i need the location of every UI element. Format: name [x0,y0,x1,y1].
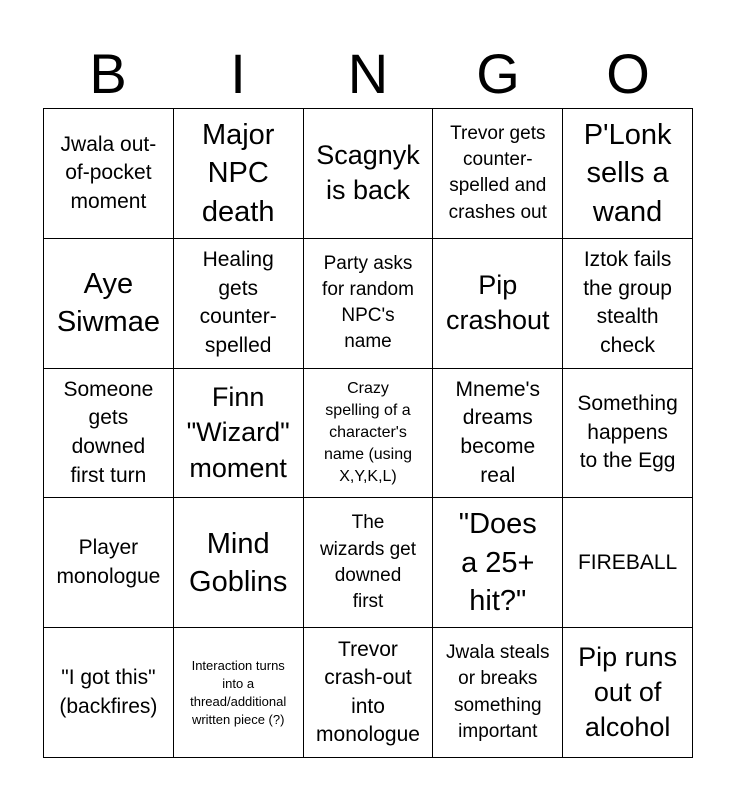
bingo-cell-text: "Does a 25+ hit?" [458,508,537,617]
bingo-cell-text: Mneme's dreams become real [455,377,541,487]
bingo-cell-text: Pip runs out of alcohol [578,641,678,743]
bingo-cell[interactable] [174,369,304,499]
bingo-cell-text: Trevor crash-out into monologue [316,637,420,747]
bingo-cell-text: Iztok fails the group stealth check [583,248,672,357]
bingo-cell-text: The wizards get downed first [319,512,417,612]
bingo-cell[interactable] [304,628,434,758]
bingo-cell[interactable] [174,109,304,239]
header-letter-o: O [606,42,650,105]
bingo-cell[interactable] [563,109,693,239]
bingo-cell[interactable] [563,239,693,369]
bingo-cell[interactable] [44,369,174,499]
bingo-cell-text: Party asks for random NPC's name [322,252,414,353]
bingo-cell[interactable] [563,628,693,758]
bingo-cell-text: Something happens to the Egg [577,392,678,473]
bingo-cell-text: "I got this" (backfires) [59,666,158,718]
bingo-cell-text: Crazy spelling of a character's name (using X,Y,K,L) [323,379,413,486]
bingo-cell[interactable] [563,369,693,499]
bingo-cell-text: Scagnyk is back [316,140,420,206]
bingo-cell[interactable] [44,628,174,758]
bingo-cell-text: P'Lonk sells a wand [583,119,672,228]
bingo-cell-text: Jwala steals or breaks something important [446,642,550,742]
bingo-cell[interactable] [304,369,434,499]
bingo-cell-text: Someone gets downed first turn [63,377,154,487]
bingo-cell[interactable] [44,498,174,628]
bingo-cell[interactable] [433,628,563,758]
bingo-cell[interactable] [44,109,174,239]
bingo-cell[interactable] [433,239,563,369]
bingo-cell[interactable] [174,628,304,758]
bingo-cell[interactable] [44,239,174,369]
header-letter-g: G [476,42,520,105]
bingo-cell-text: Jwala out- of-pocket moment [60,132,157,213]
bingo-board [43,108,693,758]
header-letter-i: I [230,42,246,105]
bingo-header [43,40,693,108]
bingo-cell[interactable] [174,498,304,628]
bingo-cell-text: Player monologue [56,536,161,588]
bingo-cell[interactable] [433,498,563,628]
bingo-cell-text: Interaction turns into a thread/additional written piece (?) [190,657,287,727]
bingo-cell[interactable] [433,109,563,239]
bingo-cell-text: Major NPC death [201,119,275,228]
bingo-cell[interactable] [174,239,304,369]
bingo-cell-text: Finn "Wizard" moment [186,382,290,483]
bingo-cell-text: FIREBALL [577,550,678,574]
bingo-cell[interactable] [304,239,434,369]
bingo-cell[interactable] [563,498,693,628]
bingo-cell[interactable] [304,498,434,628]
bingo-cell-text: Healing gets counter- spelled [199,248,277,357]
bingo-cell-text: Pip crashout [446,270,550,336]
header-letter-b: B [89,42,127,105]
header-letter-n: N [347,42,389,105]
bingo-cell-text: Trevor gets counter- spelled and crashes out [448,122,547,223]
bingo-cell-text: Aye Siwmae [56,267,160,339]
bingo-cell-text: Mind Goblins [189,527,288,598]
bingo-cell[interactable] [304,109,434,239]
bingo-cell[interactable] [433,369,563,499]
